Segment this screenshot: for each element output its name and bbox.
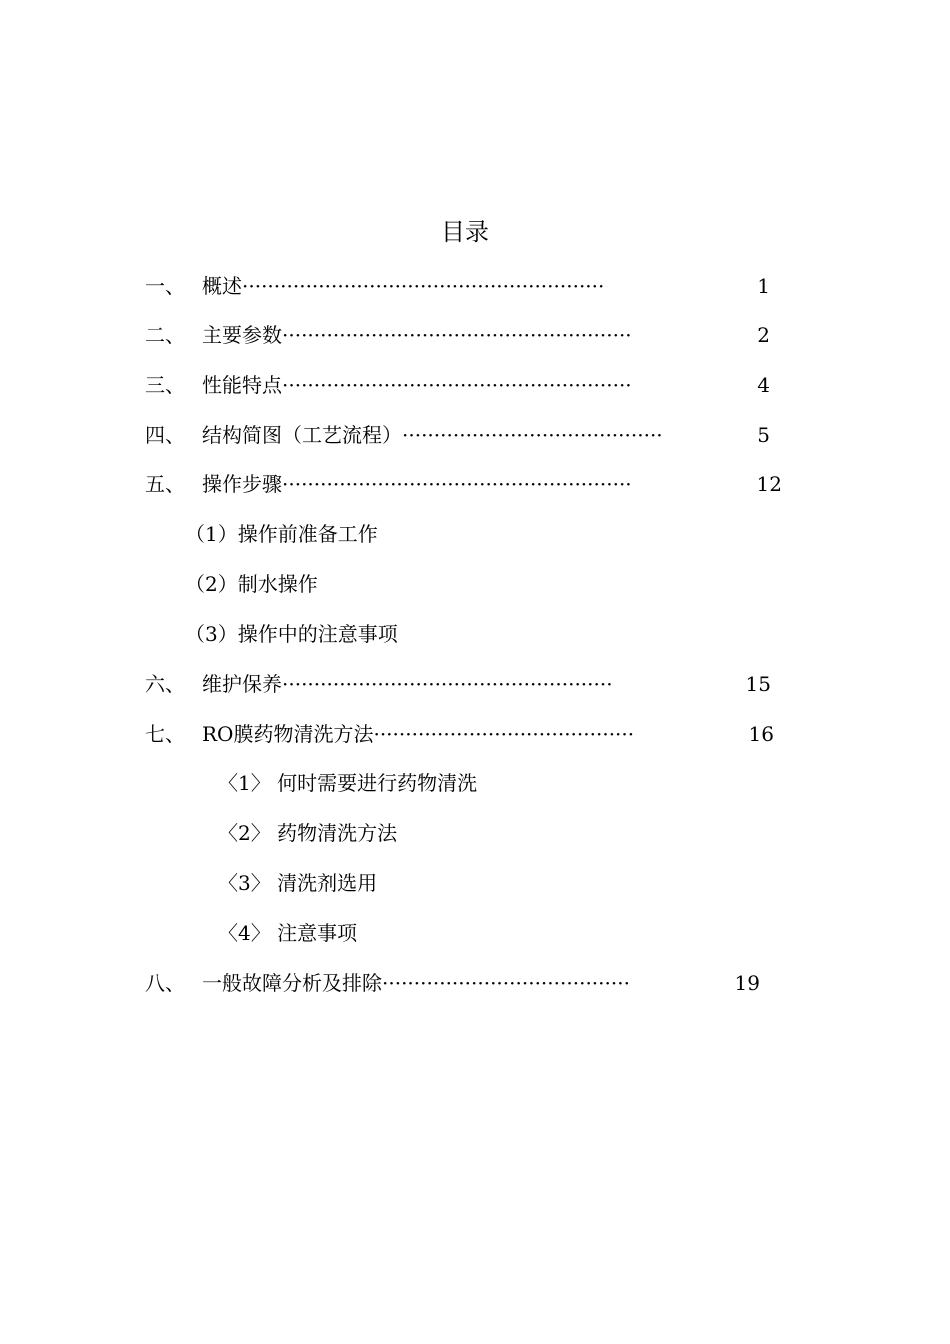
- toc-entry[interactable]: [145, 669, 771, 699]
- toc-entry-label: RO膜药物清洗方法: [202, 722, 374, 746]
- toc-entry-label: 维护保养: [202, 672, 282, 696]
- toc-subentry[interactable]: （3）操作中的注意事项: [185, 622, 398, 646]
- toc-page-number: 2: [757, 323, 770, 347]
- toc-subentry[interactable]: 〈1〉 何时需要进行药物清洗: [218, 771, 478, 795]
- toc-entry-number: 二、: [145, 323, 185, 347]
- toc-leader-dots: ·······································: [382, 971, 630, 995]
- toc-page-number: 12: [756, 472, 782, 496]
- toc-leader-dots: ·······················································: [282, 323, 632, 347]
- toc-leader-dots: ····················································: [282, 672, 613, 696]
- toc-subentry[interactable]: 〈2〉 药物清洗方法: [218, 821, 398, 845]
- toc-entry[interactable]: [145, 420, 770, 450]
- toc-entry[interactable]: [145, 719, 774, 749]
- toc-page-number: 16: [748, 722, 774, 746]
- toc-entry-number: 七、: [145, 722, 185, 746]
- toc-entry[interactable]: [145, 469, 782, 499]
- toc-entry-label: 概述: [202, 274, 242, 298]
- toc-subentry[interactable]: （1）操作前准备工作: [185, 522, 378, 546]
- toc-leader-dots: ·········································: [402, 423, 663, 447]
- toc-leader-dots: ·······················································: [282, 373, 632, 397]
- toc-entry-number: 五、: [145, 472, 185, 496]
- toc-entry-number: 四、: [145, 423, 185, 447]
- toc-subentry[interactable]: 〈3〉 清洗剂选用: [218, 871, 378, 895]
- toc-subentry[interactable]: 〈4〉 注意事项: [218, 921, 358, 945]
- toc-entry[interactable]: [145, 320, 770, 350]
- toc-entry-label: 结构简图（工艺流程）: [202, 423, 402, 447]
- toc-entry-number: 八、: [145, 971, 185, 995]
- toc-page-number: 1: [757, 274, 770, 298]
- toc-entry-number: 六、: [145, 672, 185, 696]
- toc-page-number: 15: [745, 672, 771, 696]
- toc-leader-dots: ·········································: [373, 722, 635, 746]
- toc-entry[interactable]: [145, 271, 770, 301]
- toc-subentry[interactable]: （2）制水操作: [185, 572, 318, 596]
- toc-entry-label: 一般故障分析及排除: [202, 971, 382, 995]
- toc-entry[interactable]: [145, 968, 760, 998]
- toc-entry-number: 三、: [145, 373, 185, 397]
- toc-entry-label: 主要参数: [202, 323, 282, 347]
- toc-page-number: 19: [734, 971, 760, 995]
- toc-title: 目录: [441, 218, 489, 246]
- toc-entry-number: 一、: [145, 274, 185, 298]
- toc-leader-dots: ·························································: [242, 274, 605, 298]
- toc-page-number: 5: [757, 423, 770, 447]
- toc-page-number: 4: [757, 373, 770, 397]
- toc-entry-label: 操作步骤: [202, 472, 282, 496]
- toc-leader-dots: ·······················································: [282, 472, 632, 496]
- toc-entry-label: 性能特点: [202, 373, 282, 397]
- toc-entry[interactable]: [145, 370, 770, 400]
